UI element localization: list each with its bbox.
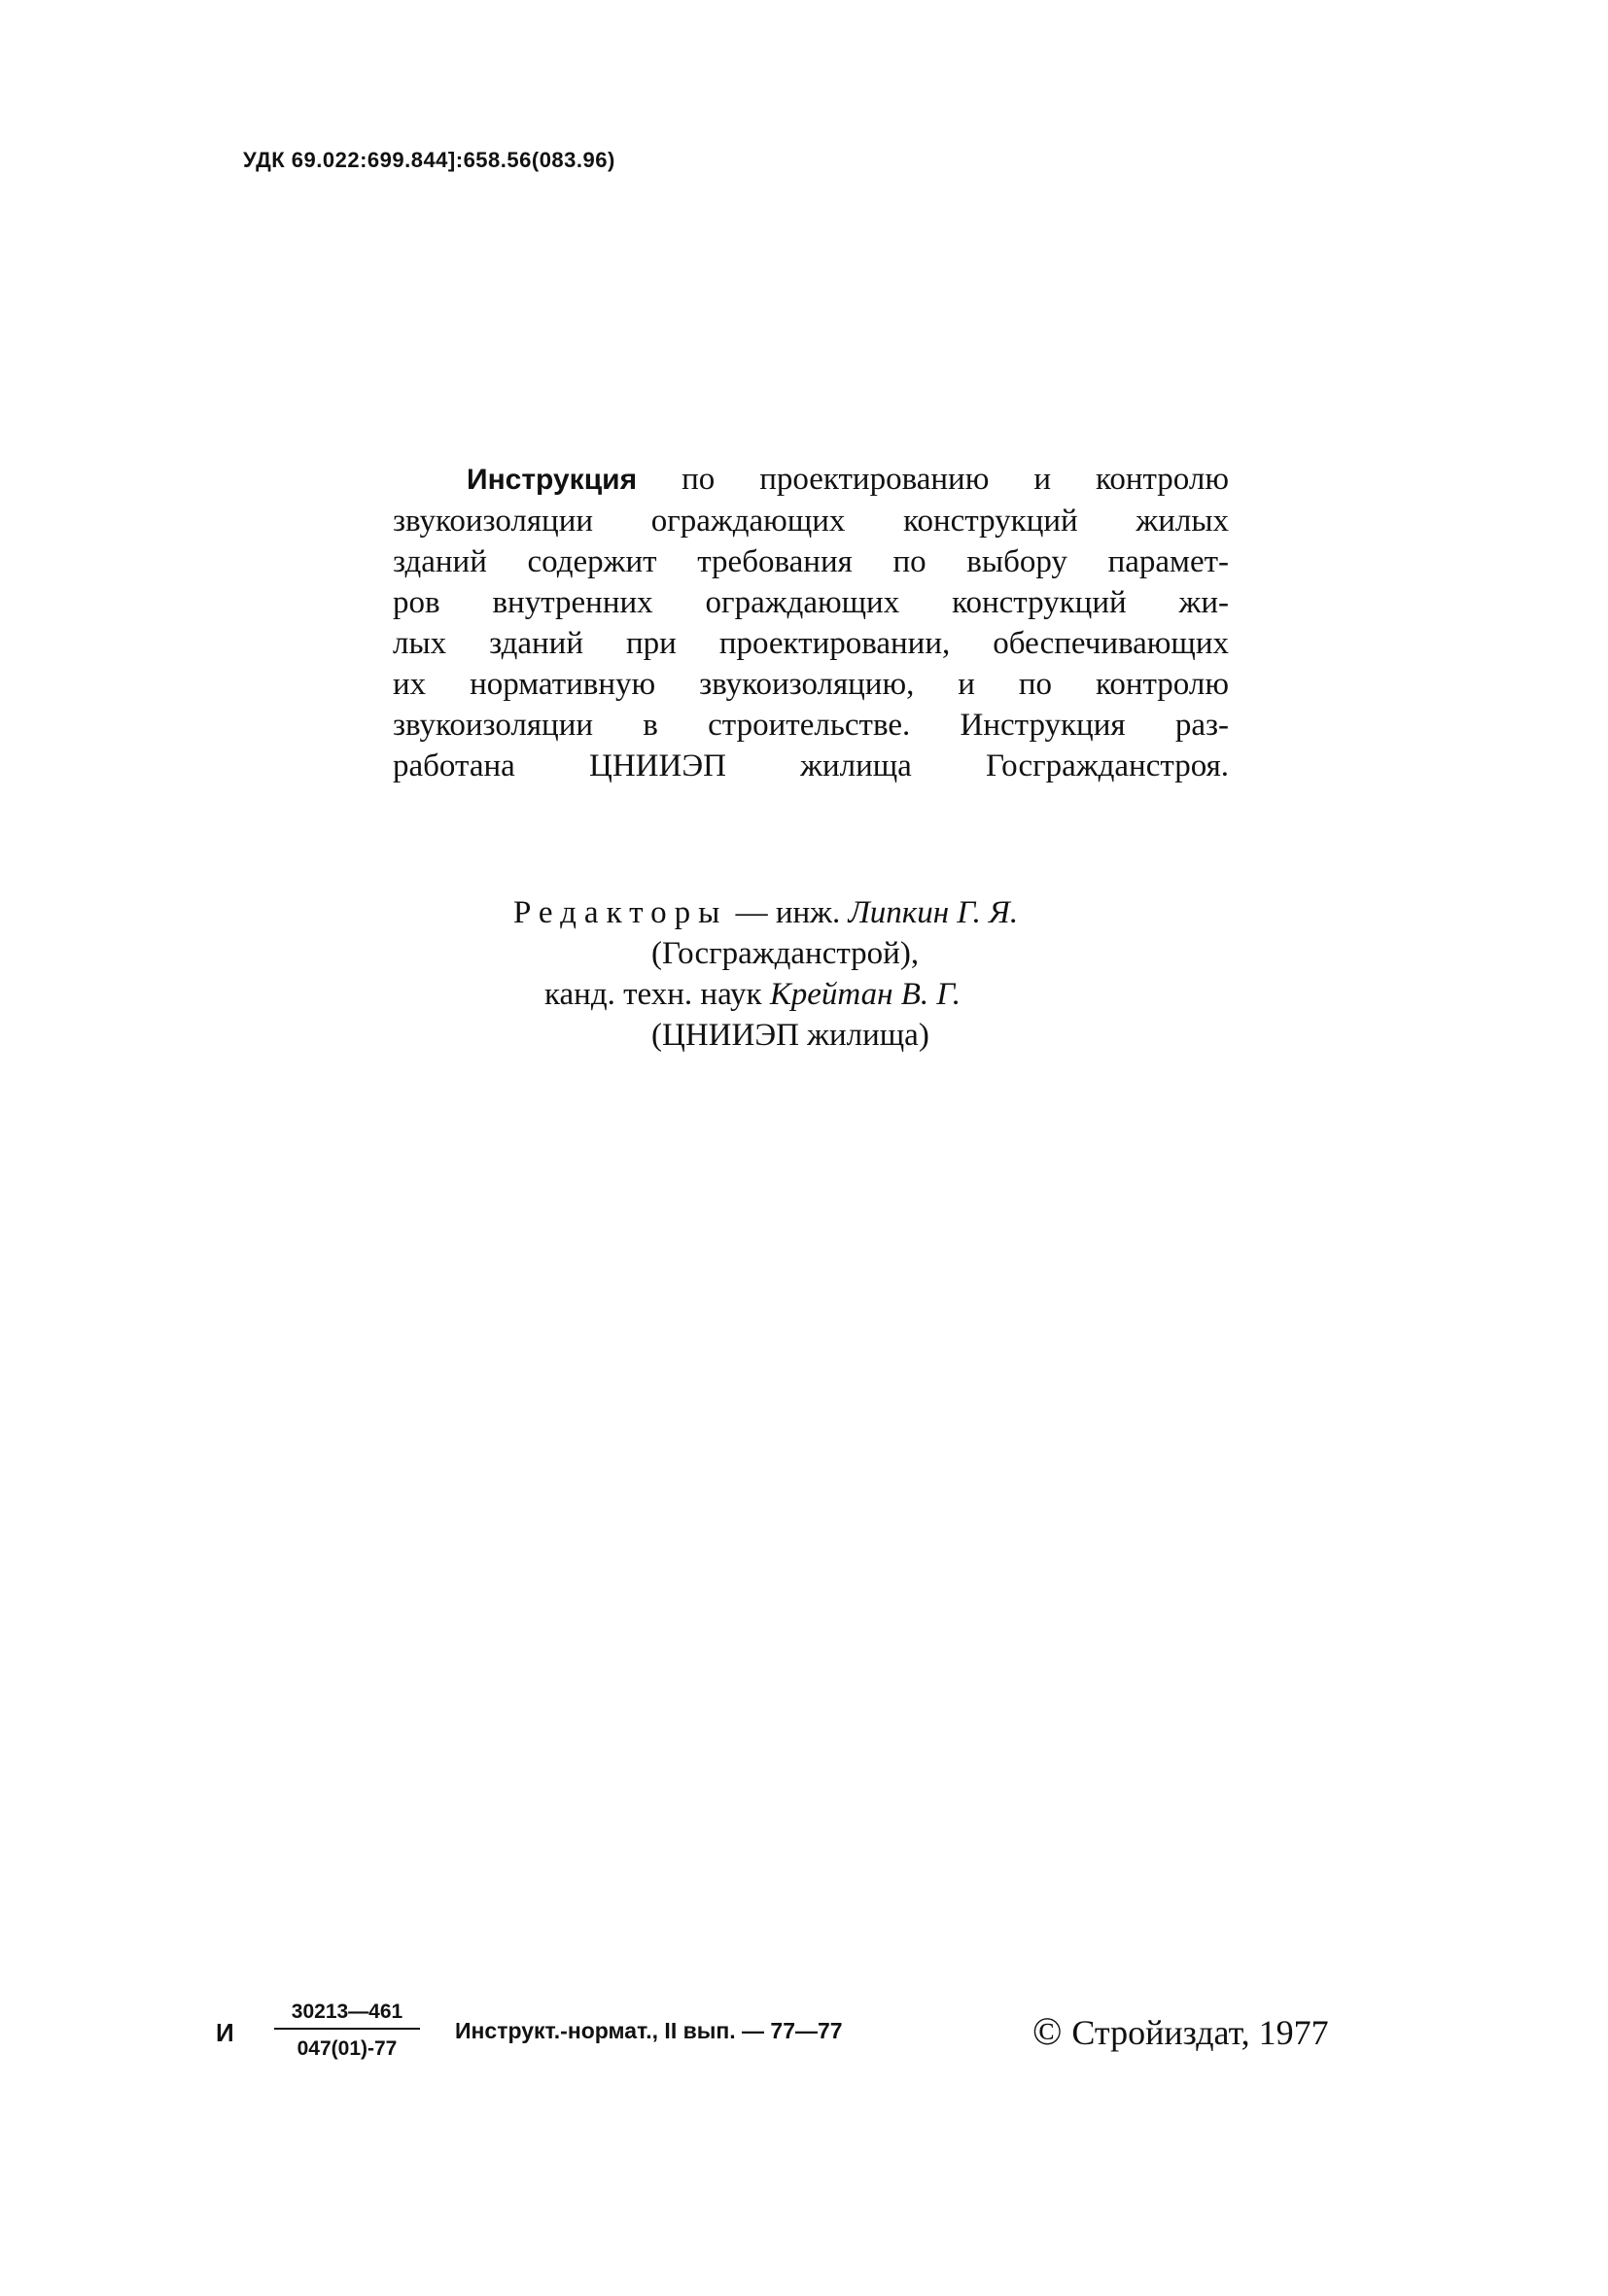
abstract-line: звукоизоляции в строительстве. Инструкция раз- <box>393 708 1229 743</box>
abstract-line: зданий содержит требования по выбору парамет- <box>393 544 1229 579</box>
abstract-line: работана ЦНИИЭП жилища Госгражданстроя. <box>393 748 1229 783</box>
abstract-line <box>393 459 1229 501</box>
fraction-numerator: 30213—461 <box>274 2000 420 2030</box>
abstract-line-text: по проектированию и контролю <box>682 462 1229 497</box>
editor-row-2 <box>506 974 1108 1015</box>
editors-label: Редакторы <box>513 895 728 930</box>
editors-block <box>506 892 1108 1056</box>
fraction-denominator: 047(01)-77 <box>297 2037 398 2060</box>
abstract-line: их нормативную звукоизоляцию, и по контролю <box>393 667 1229 702</box>
editor1-title: инж. <box>775 895 849 930</box>
editor2-name: Крейтан В. Г. <box>769 977 961 1012</box>
abstract-lead-word: Инструкция <box>467 464 638 496</box>
udk-code: УДК 69.022:699.844]:658.56(083.96) <box>243 148 615 172</box>
imprint-footer <box>0 2000 1608 2078</box>
editor2-title: канд. техн. наук <box>544 977 770 1012</box>
editor1-org: (Госгражданстрой), <box>651 936 920 971</box>
publisher-year: Стройиздат, 1977 <box>1071 2013 1329 2052</box>
imprint-letter: И <box>216 2018 234 2047</box>
abstract-line: звукоизоляции ограждающих конструкций жилых <box>393 504 1229 539</box>
imprint-fraction <box>274 2000 420 2061</box>
editor1-name: Липкин Г. Я. <box>848 895 1019 930</box>
abstract-line: ров внутренних ограждающих конструкций жи- <box>393 585 1229 620</box>
series-info: Инструкт.-нормат., II вып. — 77—77 <box>455 2018 843 2043</box>
abstract-paragraph <box>393 459 1229 786</box>
editors-dash: — <box>727 895 776 930</box>
abstract-line: лых зданий при проектировании, обеспечивающих <box>393 626 1229 661</box>
editor2-org: (ЦНИИЭП жилища) <box>651 1018 929 1053</box>
editor-row-1 <box>506 892 1108 933</box>
copyright-icon: © <box>1032 2009 1063 2053</box>
copyright-notice <box>1032 2008 1329 2054</box>
